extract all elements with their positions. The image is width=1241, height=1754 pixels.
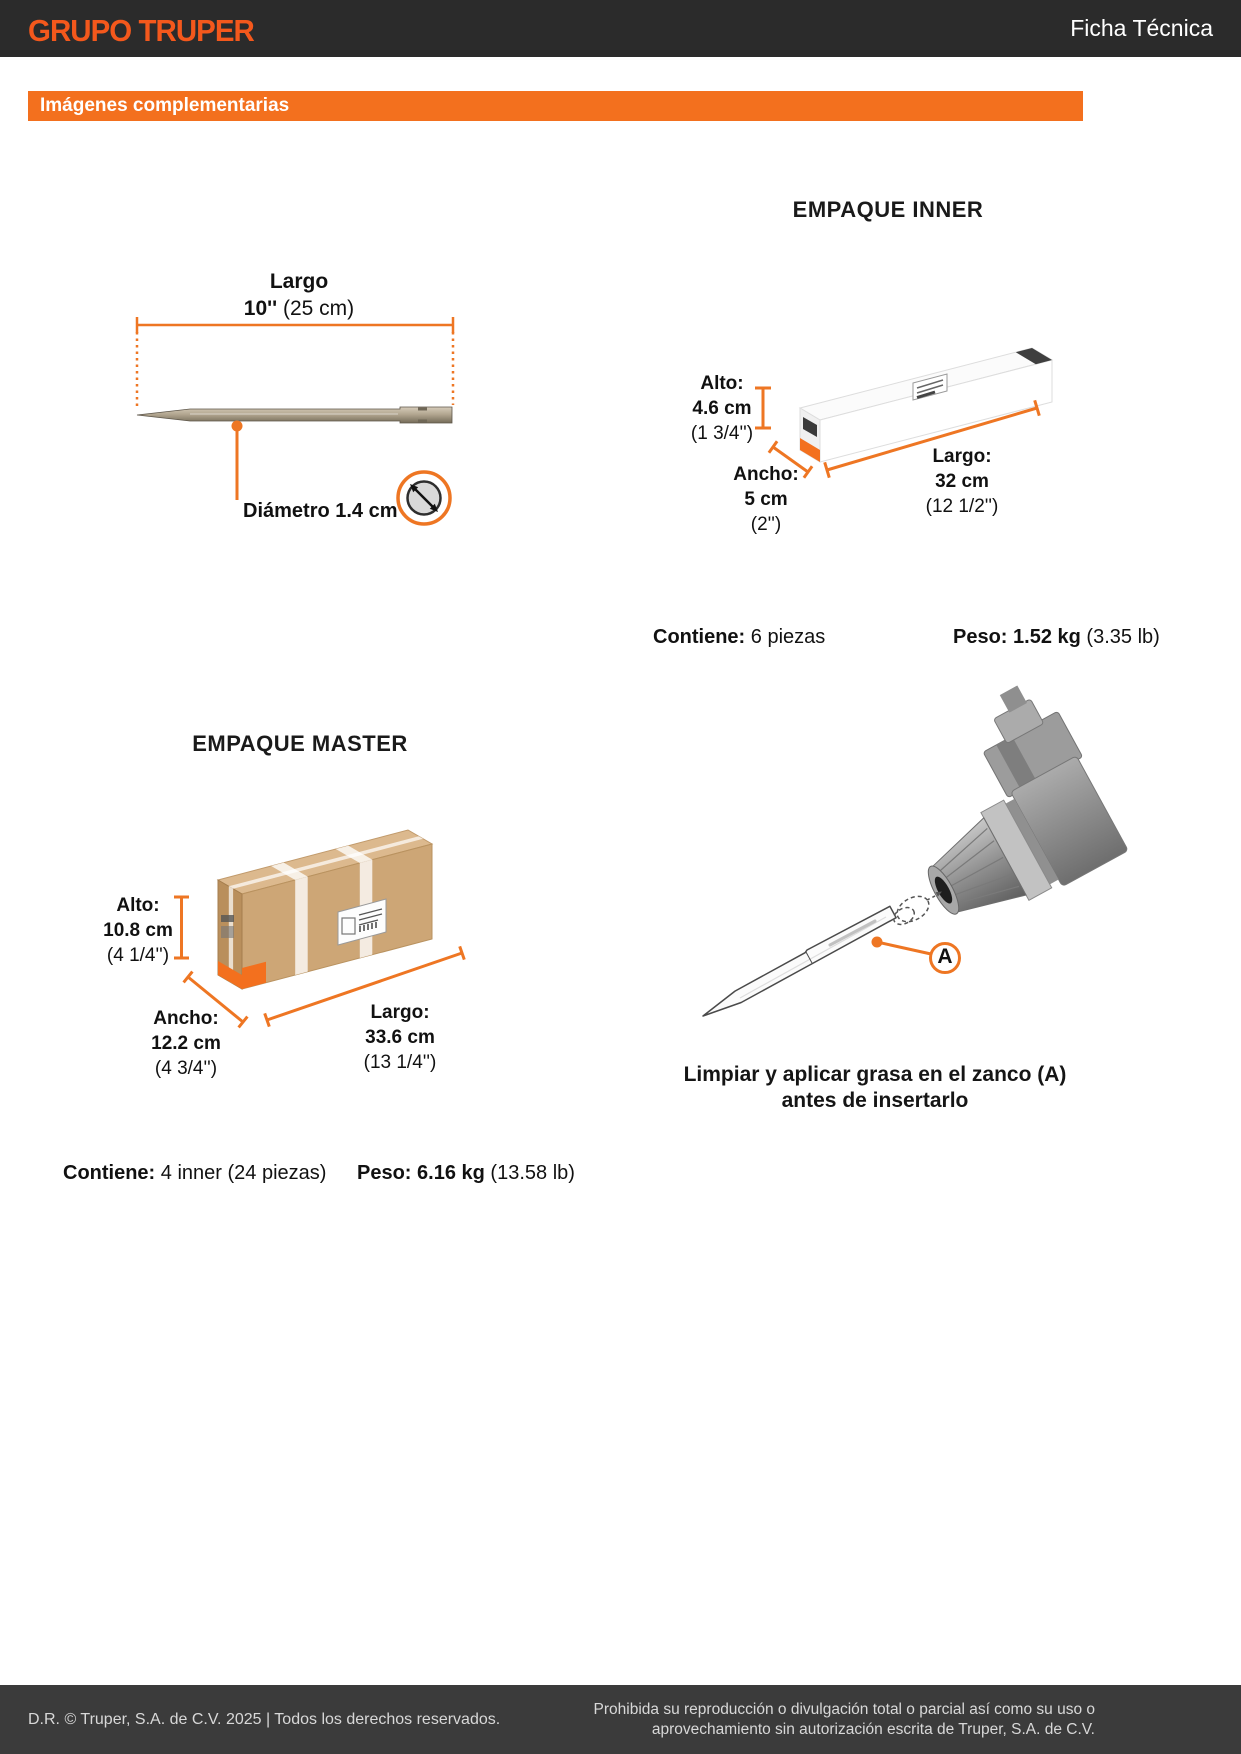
diameter-icon: [398, 472, 450, 524]
master-box-illustration: [218, 830, 432, 989]
largo-value-line: 10'' (25 cm): [243, 297, 355, 320]
document-type-label: Ficha Técnica: [1070, 15, 1213, 41]
footer-legal: [594, 1700, 1095, 1740]
diameter-text: Diámetro 1.4 cm: [243, 500, 398, 522]
inner-ancho-label: Ancho: 5 cm (2''): [733, 464, 799, 535]
callout-a-letter: A: [937, 945, 953, 968]
sds-chisel-illustration: [703, 906, 896, 1016]
footer-legal-line2: aprovechamiento sin autorización escrita de Truper, S.A. de C.V.: [651, 1721, 1095, 1738]
master-peso-row: Peso: 6.16 kg (13.58 lb): [357, 1162, 575, 1184]
largo-title: Largo: [269, 270, 329, 293]
rotary-hammer-illustration: [866, 674, 1132, 941]
master-contiene-row: Contiene: 4 inner (24 piezas): [63, 1162, 327, 1184]
footer-legal-line1: Prohibida su reproducción o divulgación total o parcial así como su uso o: [593, 1701, 1095, 1718]
footer-copyright: D.R. © Truper, S.A. de C.V. 2025 | Todos los derechos reservados.: [28, 1711, 501, 1728]
inner-contiene-row: Contiene: 6 piezas: [653, 626, 826, 648]
usage-note: [655, 1062, 1095, 1114]
header-bar: [0, 0, 1241, 57]
usage-note-line1: Limpiar y aplicar grasa en el zanco (A): [683, 1063, 1067, 1086]
grupo-truper-logo: GRUPO TRUPER: [28, 13, 254, 48]
section-banner-title: Imágenes complementarias: [40, 95, 290, 116]
usage-note-line2: antes de insertarlo: [781, 1089, 969, 1112]
diameter-callout-line: [232, 421, 243, 501]
largo-dimension-line: [137, 317, 453, 410]
chisel-illustration: [137, 407, 452, 423]
inner-alto-label: Alto: 4.6 cm (1 3/4''): [690, 373, 754, 444]
section-banner: [28, 91, 1083, 121]
master-largo-label: Largo: 33.6 cm (13 1/4''): [363, 1002, 437, 1073]
master-ancho-label: Ancho: 12.2 cm (4 3/4''): [151, 1008, 221, 1079]
usage-diagram: [590, 670, 1150, 1040]
footer-bar: [0, 1685, 1241, 1754]
inner-peso-row: Peso: 1.52 kg (3.35 lb): [953, 626, 1160, 648]
grease-swirl-icon: [891, 891, 942, 928]
master-section-title: EMPAQUE MASTER: [192, 731, 408, 756]
inner-section-title: EMPAQUE INNER: [792, 197, 984, 222]
master-alto-label: Alto: 10.8 cm (4 1/4''): [103, 895, 173, 966]
product-largo-label: [219, 268, 379, 322]
inner-largo-label: Largo: 32 cm (12 1/2''): [925, 446, 999, 517]
